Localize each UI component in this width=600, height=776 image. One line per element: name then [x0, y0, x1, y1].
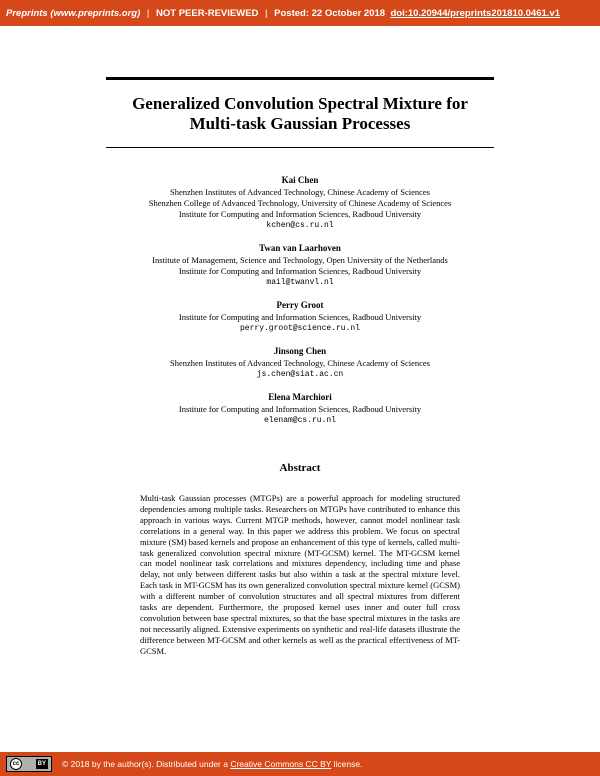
license-text: [62, 759, 362, 769]
author-block: [100, 175, 500, 231]
header-separator-2: |: [265, 8, 268, 19]
abstract-heading: Abstract: [279, 462, 321, 474]
preprint-header-bar: [0, 0, 600, 26]
author-email[interactable]: elenam@cs.ru.nl: [263, 416, 336, 425]
author-name: Elena Marchiori: [268, 392, 332, 402]
author-email[interactable]: mail@twanvl.nl: [266, 278, 334, 287]
preprints-brand-link[interactable]: Preprints (www.preprints.org): [6, 8, 141, 19]
author-affiliation: Shenzhen Institutes of Advanced Technology, Chinese Academy of Sciences: [169, 358, 430, 368]
posted-date: Posted: 22 October 2018: [274, 8, 386, 19]
author-name: Jinsong Chen: [273, 346, 327, 356]
by-icon: BY: [37, 761, 46, 767]
abstract-text: Multi-task Gaussian processes (MTGPs) are a powerful approach for modeling structured dependencies among multiple tasks. Researchers on MTGPs have contributed to enhance this approach in various ways. Current MTGP methods, however, cannot model nonlinear task correlations in a general way. In this paper we address this problem. We focus on spectral mixture (SM) based kernels and propose an enhancement of this type of kernels, called multi-task generalized convolution spectral mixture (MT-GCSM) kernel. The MT-GCSM kernel can model nonlinear task correlations and mixtures dependency, including time and phase delay, not only between different tasks but also within a task at the spectral mixture level. Each task in MT-GCSM has its own generalized convolution spectral mixture kernel (GCSM) with a different number of convolution structures and all spectral mixtures from different tasks are dependent. Furthermore, the proposed kernel uses inner and outer full cross convolution between base spectral mixtures, so that the base spectral mixtures in the tasks are not necessarily aligned. Extensive experiments on synthetic and real-life datasets illustrate the difference between MT-GCSM and other kernels as well as the practical effectiveness of MT-GCSM.: [140, 493, 460, 656]
paper-title: [106, 94, 494, 134]
cc-by-icon[interactable]: [6, 756, 52, 772]
author-block: [100, 300, 500, 334]
author-affiliation: Shenzhen College of Advanced Technology, University of Chinese Academy of Sciences: [148, 198, 452, 208]
title-top-rule: [106, 77, 494, 80]
author-email[interactable]: js.chen@siat.ac.cn: [256, 370, 344, 379]
author-email[interactable]: kchen@cs.ru.nl: [266, 221, 334, 230]
license-suffix: license.: [331, 759, 363, 769]
title-line-2: Multi-task Gaussian Processes: [189, 114, 411, 133]
title-bottom-rule: [106, 147, 494, 148]
author-block: [100, 243, 500, 288]
cc-icon: cc: [10, 758, 22, 770]
author-affiliation: Institute for Computing and Information Sciences, Radboud University: [178, 266, 422, 276]
author-list: [100, 175, 500, 438]
header-separator: |: [146, 8, 150, 19]
cc-license-link[interactable]: Creative Commons CC BY: [230, 759, 332, 769]
header-left: [6, 8, 385, 19]
author-block: [100, 346, 500, 380]
author-block: [100, 392, 500, 426]
author-name: Kai Chen: [281, 175, 319, 185]
title-line-1: Generalized Convolution Spectral Mixture for: [132, 94, 468, 113]
license-prefix: © 2018 by the author(s). Distributed under a: [62, 759, 231, 769]
doi-link[interactable]: doi:10.20944/preprints201810.0461.v1: [390, 8, 560, 19]
peer-review-status: NOT PEER-REVIEWED: [156, 8, 259, 19]
author-email[interactable]: perry.groot@science.ru.nl: [239, 324, 361, 333]
author-name: Twan van Laarhoven: [259, 243, 341, 253]
author-affiliation: Shenzhen Institutes of Advanced Technology, Chinese Academy of Sciences: [169, 187, 430, 197]
author-affiliation: Institute of Management, Science and Technology, Open University of the Netherlands: [152, 255, 448, 265]
author-name: Perry Groot: [276, 300, 324, 310]
author-affiliation: Institute for Computing and Information Sciences, Radboud University: [178, 404, 422, 414]
license-footer-bar: [0, 752, 600, 776]
author-affiliation: Institute for Computing and Information Sciences, Radboud University: [178, 209, 422, 219]
author-affiliation: Institute for Computing and Information Sciences, Radboud University: [178, 312, 422, 322]
